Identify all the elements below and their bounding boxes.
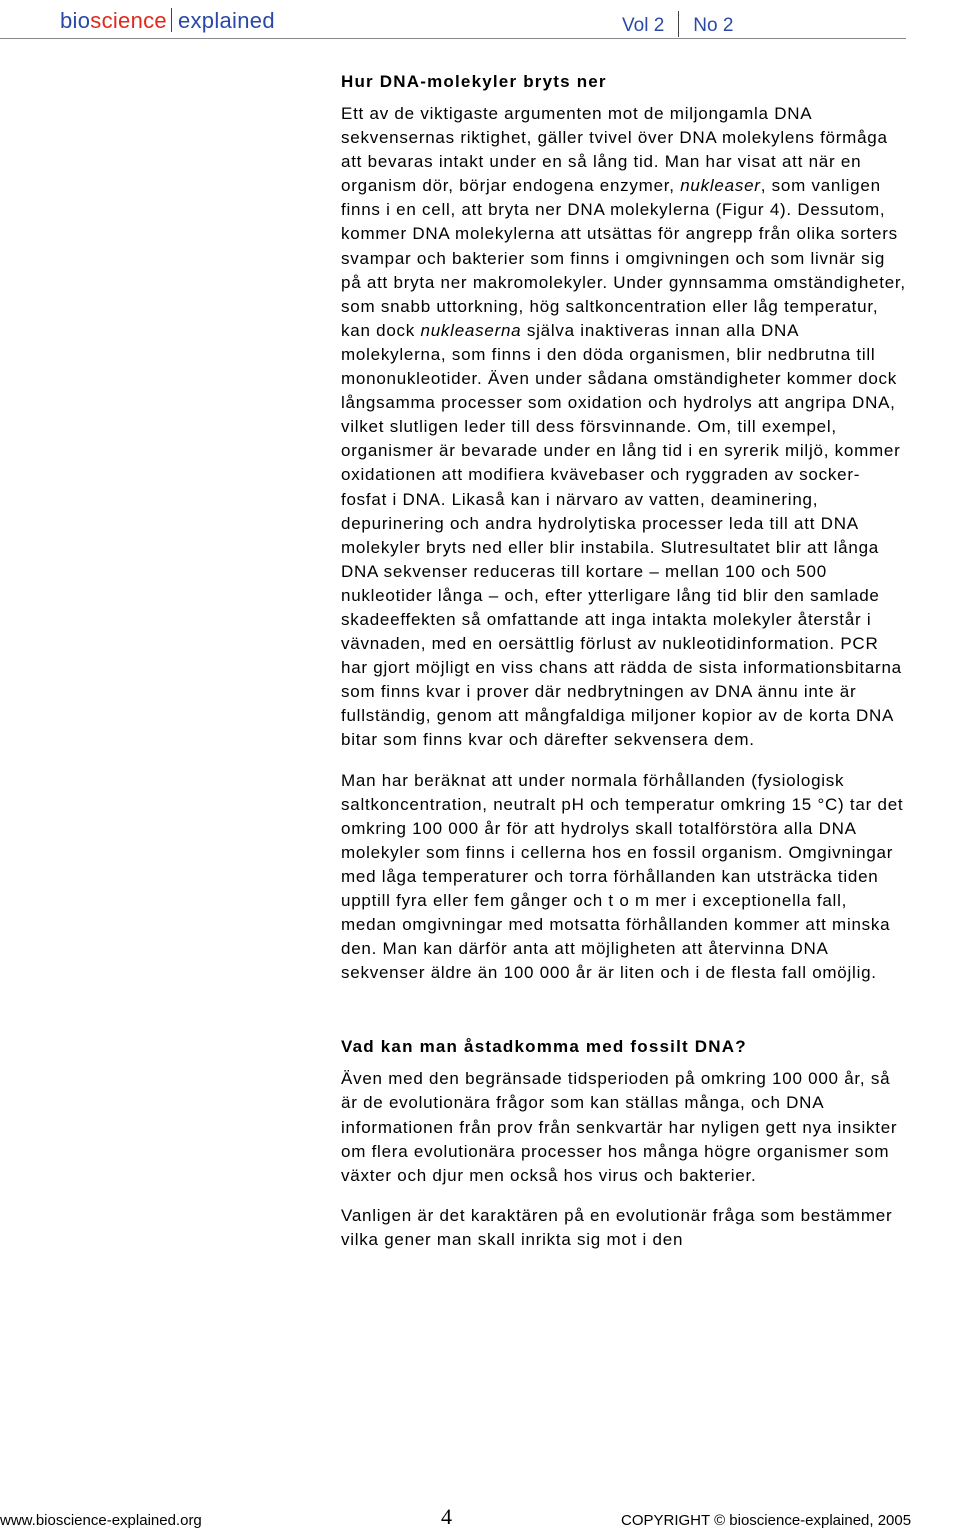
journal-logo [60,8,275,34]
paragraph-fossil-dna-2: Vanligen är det karaktären på en evolutionär fråga som bestämmer vilka gener man skall inrikta sig mot i den [341,1205,893,1249]
page-footer [0,1500,960,1531]
brand-bio: bio [60,8,91,33]
p1-text-c: själva inaktiveras innan alla DNA molekylerna, som finns i den döda organismen, blir nedbrutna till mononukleotider. Även under sådana omständigheter kommer dock långsamma processer som oxidation och hydrolys att angripa DNA, vilket slutligen leder till dess försvinnande. Om, till exempel, organismer är bevarade under en lång tid i en syrerik miljö, kommer oxidationen att modifiera kvävebaser och ryggraden av socker-fosfat i DNA. Likaså kan i närvaro av vatten, deaminering, depurinering och andra hydrolytiska processer leda till att DNA molekyler bryts ned eller blir instabila. Slutresultatet blir att långa DNA sekvenser reduceras till kortare – mellan 100 och 500 nukleotider långa – och, efter ytterligare lång tid blir den samlade skadeeffekten så omfattande att inga intakta molekyler återstår i vävnaden, med en oersättlig förlust av nukleotidinformation. PCR har gjort möjligt en viss chans att rädda de sista informationsbitarna som finns kvar i prover där nedbrytningen av DNA ännu inte är fullständig, genom att mångfaldiga miljoner kopior av de korta DNA bitar som finns kvar och därefter sekvensera dem. [341,320,902,750]
term-nukleaser: nukleaser [680,176,761,196]
header-rule [0,38,906,39]
brand-divider [171,8,172,32]
paragraph-dna-breakdown-2: Man har beräknat att under normala förhållanden (fysiologisk saltkoncentration, neutralt pH och temperatur omkring 15 °C) tar det omkring 100 000 år för att hydrolys skall totalförstöra alla DNA molekyler som finns i cellerna hos en fossil organism. Omgivningar med låga temperaturer och torra förhållanden kan utsträcka tiden upptill fyra eller fem gånger och t o m mer i exceptionella fall, medan omgivningar med motsatta förhållanden kommer att minska den. Man kan därför anta att möjligheten att återvinna DNA sekvenser äldre än 100 000 år är liten och i de flesta fall omöjlig. [341,770,904,983]
page-header [0,0,960,40]
paragraph-dna-breakdown-1 [341,102,906,753]
issue-divider [678,11,679,37]
p1-text-a: Ett av de viktigaste argumenten mot de miljongamla DNA sekvensernas riktighet, gäller tvivel över DNA molekylens förmåga att bevaras intakt under en så lång tid. Man har visat att när en organism dör, börjar endogena enzymer, [341,104,888,196]
footer-url: www.bioscience-explained.org [0,1512,202,1529]
number-label: No 2 [693,15,734,36]
volume-label: Vol 2 [622,15,665,36]
brand-science: science [90,8,167,33]
p1-text-b: , som vanligen finns i en cell, att bryta ner DNA molekylerna (Figur 4). Dessutom, kommer DNA molekylerna att utsättas för angrepp från olika sorters svampar och bakterier som finns i omgivningen och som livnär sig på att bryta ner makromolekyler. Under gynnsamma omständigheter, som snabb uttorkning, hög saltkoncentration eller låg temperatur, kan dock [341,176,906,340]
term-nukleaserna: nukleaserna [420,320,522,340]
article-body [341,72,906,1268]
paragraph-fossil-dna-1: Även med den begränsade tidsperioden på omkring 100 000 år, så är de evolutionära frågor som kan ställas många, och DNA informationen från prov från senkvartär har nyligen gett nya insikter om flera evolutionära processer hos många högre organismer som växter och djur men också hos virus och bakterier. [341,1069,898,1185]
brand-explained: explained [177,8,275,33]
issue-info [622,11,733,37]
footer-copyright: COPYRIGHT © bioscience-explained, 2005 [621,1512,912,1529]
page-number: 4 [441,1504,452,1529]
section-heading-dna-breakdown: Hur DNA-molekyler bryts ner [341,72,607,91]
section-heading-fossil-dna: Vad kan man åstadkomma med fossilt DNA? [341,1037,747,1057]
